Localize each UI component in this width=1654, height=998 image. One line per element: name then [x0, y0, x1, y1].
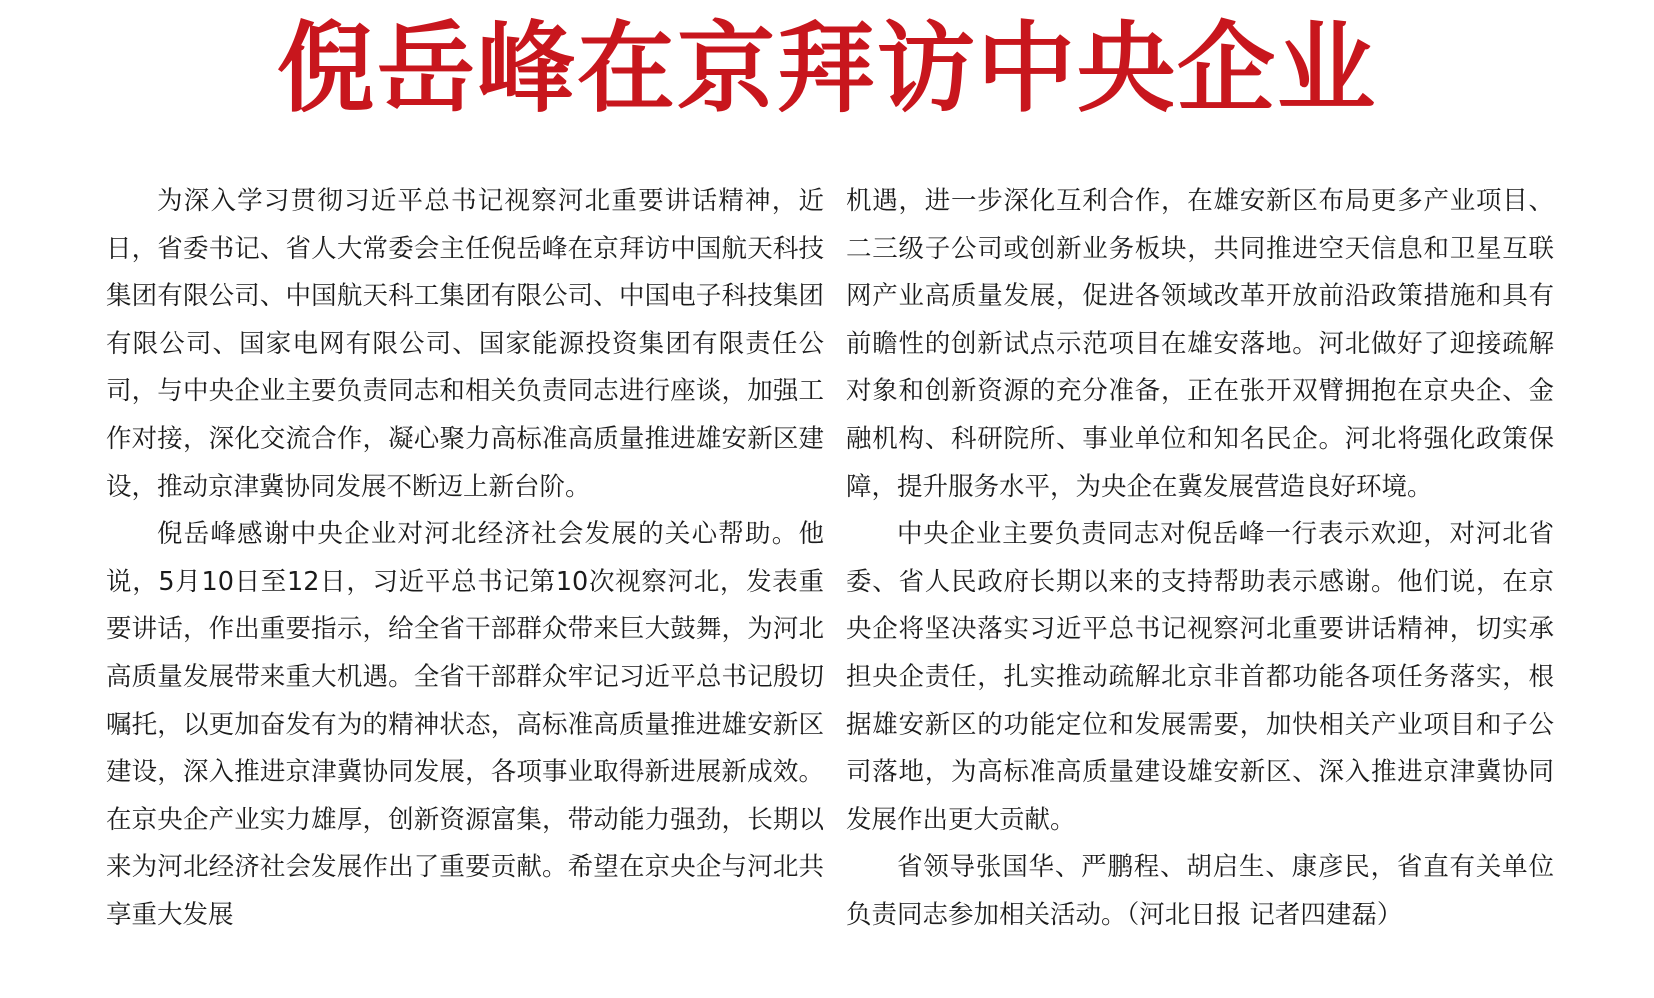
article-column-left [106, 178, 824, 940]
article-paragraph-continued: 机遇，进一步深化互利合作，在雄安新区布局更多产业项目、二三级子公司或创新业务板块，共同推进空天信息和卫星互联网产业高质量发展，促进各领域改革开放前沿政策措施和具有前瞻性的创新试点示范项目在雄安落地。河北做好了迎接疏解对象和创新资源的充分准备，正在张开双臂拥抱在京央企、金融机构、科研院所、事业单位和知名民企。河北将强化政策保障，提升服务水平，为央企在冀发展营造良好环境。 [846, 186, 1554, 502]
article-paragraph: 倪岳峰感谢中央企业对河北经济社会发展的关心帮助。他说，5月10日至12日，习近平总书记第10次视察河北，发表重要讲话，作出重要指示，给全省干部群众带来巨大鼓舞，为河北高质量发展带来重大机遇。全省干部群众牢记习近平总书记殷切嘱托，以更加奋发有为的精神状态，高标准高质量推进雄安新区建设，深入推进京津冀协同发展，各项事业取得新进展新成效。在京央企产业实力雄厚，创新资源富集，带动能力强劲，长期以来为河北经济社会发展作出了重要贡献。希望在京央企与河北共享重大发展 [106, 519, 824, 930]
article-paragraph: 省领导张国华、严鹏程、胡启生、康彦民，省直有关单位负责同志参加相关活动。（河北日报 记者四建磊） [846, 852, 1554, 930]
article-headline: 倪岳峰在京拜访中央企业 [276, 11, 1377, 126]
article-column-right [846, 178, 1554, 940]
article-paragraph: 中央企业主要负责同志对倪岳峰一行表示欢迎，对河北省委、省人民政府长期以来的支持帮助表示感谢。他们说，在京央企将坚决落实习近平总书记视察河北重要讲话精神，切实承担央企责任，扎实推动疏解北京非首都功能各项任务落实，根据雄安新区的功能定位和发展需要，加快相关产业项目和子公司落地，为高标准高质量建设雄安新区、深入推进京津冀协同发展作出更大贡献。 [846, 519, 1554, 835]
article-paragraph: 为深入学习贯彻习近平总书记视察河北重要讲话精神，近日，省委书记、省人大常委会主任倪岳峰在京拜访中国航天科技集团有限公司、中国航天科工集团有限公司、中国电子科技集团有限公司、国家电网有限公司、国家能源投资集团有限责任公司，与中央企业主要负责同志和相关负责同志进行座谈，加强工作对接，深化交流合作，凝心聚力高标准高质量推进雄安新区建设，推动京津冀协同发展不断迈上新台阶。 [106, 186, 824, 502]
